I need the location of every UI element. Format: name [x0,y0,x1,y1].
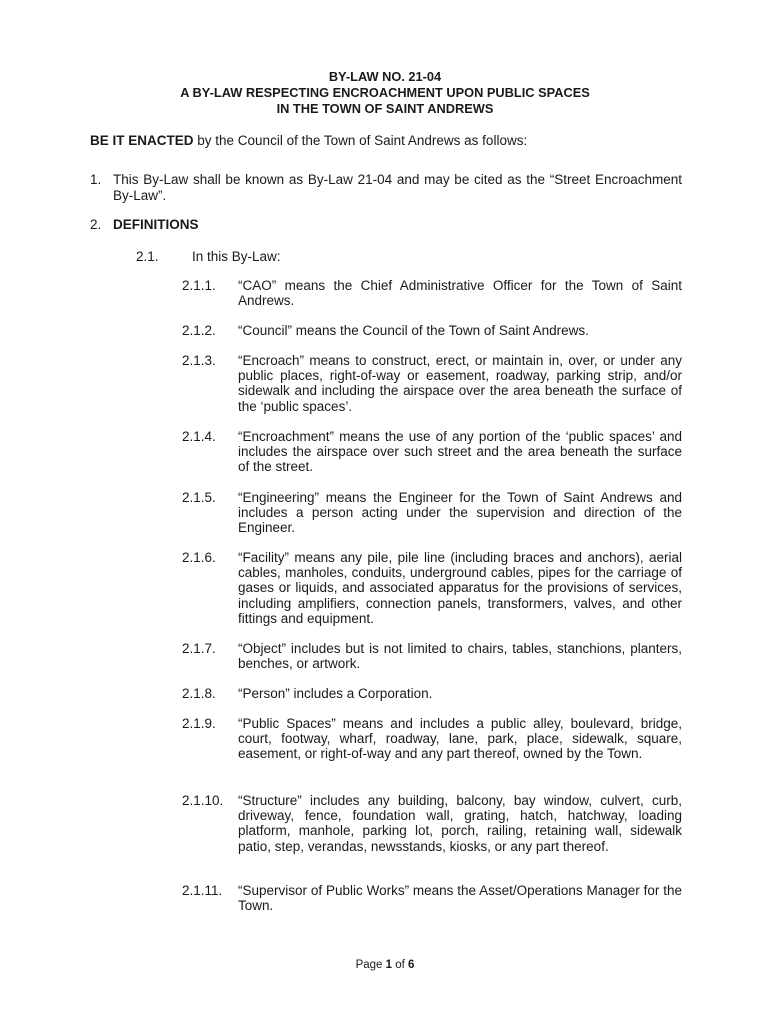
definition-text: “Facility” means any pile, pile line (including braces and anchors), aerial cables, manholes, conduits, underground cables, pipes for the carriage of gases or liquids, and associated apparatus for the provisions of services, including amplifiers, connection panels, transformers, valves, and other fittings and equipment. [238,550,682,626]
section-1-number: 1. [90,172,102,187]
subsection-2-1-number: 2.1. [136,249,159,264]
definition-number: 2.1.6. [182,550,216,565]
definition-text: “CAO” means the Chief Administrative Officer for the Town of Saint Andrews. [238,278,682,309]
section-2-title: DEFINITIONS [113,217,199,232]
definition-text: “Public Spaces” means and includes a public alley, boulevard, bridge, court, footway, wharf, roadway, lane, park, place, sidewalk, square, easement, or right-of-way and any part thereof, owned by the Town. [238,716,682,762]
definition-item [182,323,682,338]
definition-number: 2.1.1. [182,278,216,293]
section-2-number: 2. [90,217,102,232]
definition-item [182,883,682,913]
definition-number: 2.1.3. [182,353,216,368]
definition-item [182,490,682,536]
definition-item [182,278,682,308]
definition-number: 2.1.10. [182,793,224,808]
definition-item [182,429,682,475]
bylaw-town: IN THE TOWN OF SAINT ANDREWS [276,101,494,116]
bylaw-title [0,69,770,117]
subsection-2-1 [136,249,281,265]
section-1-text: This By-Law shall be known as By-Law 21-04 and may be cited as the “Street Encroachment By-Law”. [113,172,682,203]
definition-number: 2.1.7. [182,641,216,656]
definition-item [182,716,682,762]
definition-item [182,686,682,701]
enactment-bold: BE IT ENACTED [90,133,194,148]
definition-text: “Object” includes but is not limited to chairs, tables, stanchions, planters, benches, or artwork. [238,641,682,672]
subsection-2-1-text: In this By-Law: [192,249,281,264]
page-footer [0,959,770,971]
definition-text: “Person” includes a Corporation. [238,686,433,701]
definition-text: “Supervisor of Public Works” means the Asset/Operations Manager for the Town. [238,883,682,914]
definition-number: 2.1.9. [182,716,216,731]
page-of-label: of [392,959,409,971]
definition-item [182,550,682,626]
section-1 [90,172,682,204]
definition-number: 2.1.2. [182,323,216,338]
bylaw-number: BY-LAW NO. 21-04 [328,69,442,84]
definition-text: “Encroach” means to construct, erect, or maintain in, over, or under any public places, right-of-way or easement, roadway, parking strip, and/or sidewalk and including the airspace over the area beneath the surface of the ‘public spaces’. [238,353,682,414]
enactment-clause [90,133,527,149]
definition-text: “Council” means the Council of the Town of Saint Andrews. [238,323,589,338]
definition-item [182,793,682,854]
section-2-heading [90,217,199,233]
definition-number: 2.1.5. [182,490,216,505]
definition-item [182,641,682,671]
enactment-text: by the Council of the Town of Saint Andrews as follows: [193,133,528,148]
page-total: 6 [408,959,415,971]
definition-text: “Structure” includes any building, balcony, bay window, culvert, curb, driveway, fence, foundation wall, grating, hatch, hatchway, loading platform, manhole, parking lot, porch, railing, retaining wall, sidewalk patio, step, verandas, newsstands, kiosks, or any part thereof. [238,793,682,854]
bylaw-subject: A BY-LAW RESPECTING ENCROACHMENT UPON PUBLIC SPACES [180,85,590,100]
definition-number: 2.1.11. [182,883,223,898]
page-number: 1 [385,959,393,971]
definition-number: 2.1.4. [182,429,216,444]
definition-number: 2.1.8. [182,686,216,701]
page-label: Page [355,959,386,971]
definition-text: “Engineering” means the Engineer for the Town of Saint Andrews and includes a person acting under the supervision and direction of the Engineer. [238,490,682,536]
definition-item [182,353,682,414]
definition-text: “Encroachment” means the use of any portion of the ‘public spaces’ and includes the airspace over such street and the area beneath the surface of the street. [238,429,682,475]
